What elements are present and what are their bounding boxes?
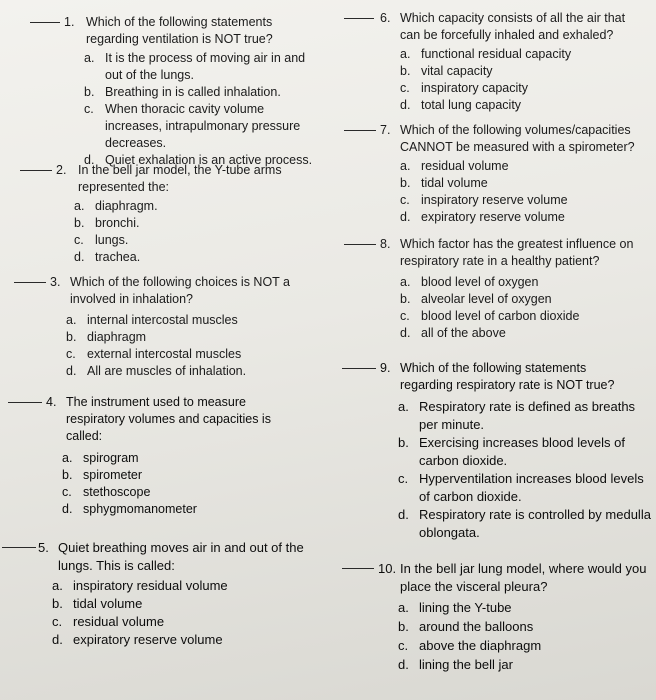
option-d[interactable] <box>398 506 654 542</box>
option-text: residual volume <box>421 159 509 173</box>
option-a[interactable] <box>62 450 312 467</box>
option-letter: b. <box>400 292 411 306</box>
option-letter: c. <box>84 102 94 116</box>
question-number: 4. <box>46 395 57 409</box>
question-stem: Which capacity consists of all the air that can be forcefully inhaled and exhaled? <box>400 11 626 42</box>
answer-blank[interactable] <box>344 244 376 245</box>
option-text: tidal volume <box>73 596 143 611</box>
option-text: When thoracic cavity volume increases, intrapulmonary pressure decreases. <box>105 102 301 150</box>
option-d[interactable] <box>400 97 650 114</box>
option-b[interactable] <box>398 434 654 470</box>
question-number: 10. <box>378 561 397 576</box>
option-letter: c. <box>398 471 409 486</box>
option-letter: d. <box>62 502 73 516</box>
option-letter: b. <box>84 85 95 99</box>
question-stem: Quiet breathing moves air in and out of the lungs. This is called: <box>58 540 304 573</box>
answer-options <box>400 158 654 226</box>
answer-options <box>66 312 316 380</box>
question-number: 6. <box>380 11 391 25</box>
option-letter: b. <box>74 216 85 230</box>
option-letter: a. <box>74 199 85 213</box>
option-letter: d. <box>400 326 411 340</box>
option-b[interactable] <box>74 215 314 232</box>
question-stem: In the bell jar lung model, where would you place the visceral pleura? <box>400 561 647 594</box>
option-letter: a. <box>400 275 411 289</box>
option-letter: a. <box>400 159 411 173</box>
option-text: lining the bell jar <box>419 657 513 672</box>
option-text: all of the above <box>421 326 506 340</box>
option-text: Respiratory rate is defined as breaths per minute. <box>419 399 636 432</box>
option-d[interactable] <box>400 209 654 226</box>
answer-blank[interactable] <box>30 22 60 23</box>
answer-options <box>398 598 654 674</box>
option-b[interactable] <box>400 175 654 192</box>
option-text: trachea. <box>95 250 141 264</box>
option-text: functional residual capacity <box>421 47 572 61</box>
option-text: internal intercostal muscles <box>87 313 238 327</box>
option-c[interactable] <box>62 484 312 501</box>
question-number: 5. <box>38 540 49 555</box>
question-number: 1. <box>64 15 75 29</box>
option-text: lining the Y-tube <box>419 600 512 615</box>
option-c[interactable] <box>400 80 650 97</box>
option-text: inspiratory capacity <box>421 81 528 95</box>
option-letter: a. <box>62 451 73 465</box>
option-text: expiratory reserve volume <box>421 210 565 224</box>
option-b[interactable] <box>62 467 312 484</box>
option-text: Breathing in is called inhalation. <box>105 85 281 99</box>
option-a[interactable] <box>66 312 316 329</box>
option-letter: a. <box>66 313 77 327</box>
question-number: 2. <box>56 163 67 177</box>
option-letter: d. <box>66 364 77 378</box>
option-text: blood level of oxygen <box>421 275 539 289</box>
option-c[interactable] <box>52 613 322 631</box>
answer-blank[interactable] <box>2 547 36 548</box>
option-letter: d. <box>52 632 63 647</box>
option-c[interactable] <box>66 346 316 363</box>
option-a[interactable] <box>398 398 654 434</box>
option-text: spirometer <box>83 468 143 482</box>
option-text: diaphragm <box>87 330 147 344</box>
option-a[interactable] <box>398 598 654 617</box>
option-d[interactable] <box>62 501 312 518</box>
option-text: total lung capacity <box>421 98 522 112</box>
answer-blank[interactable] <box>344 130 376 131</box>
option-letter: d. <box>398 657 409 672</box>
answer-blank[interactable] <box>344 18 374 19</box>
option-a[interactable] <box>74 198 314 215</box>
answer-options <box>74 198 314 266</box>
answer-blank[interactable] <box>342 568 374 569</box>
question-stem: Which of the following statements regarding respiratory rate is NOT true? <box>400 361 615 392</box>
option-text: alveolar level of oxygen <box>421 292 552 306</box>
option-b[interactable] <box>52 595 322 613</box>
option-letter: d. <box>398 507 409 522</box>
option-b[interactable] <box>400 291 654 308</box>
option-c[interactable] <box>400 192 654 209</box>
option-b[interactable] <box>398 617 654 636</box>
option-letter: a. <box>398 600 409 615</box>
option-text: bronchi. <box>95 216 140 230</box>
option-text: lungs. <box>95 233 129 247</box>
question-stem: Which factor has the greatest influence on respiratory rate in a healthy patient? <box>400 237 634 268</box>
option-text: tidal volume <box>421 176 488 190</box>
option-letter: c. <box>400 309 410 323</box>
option-letter: c. <box>62 485 72 499</box>
option-d[interactable] <box>52 631 322 649</box>
option-c[interactable] <box>400 308 654 325</box>
option-letter: d. <box>84 153 95 167</box>
question-number: 7. <box>380 123 391 137</box>
option-letter: b. <box>400 64 411 78</box>
question-stem: Which of the following volumes/capacities CANNOT be measured with a spirometer? <box>400 123 635 154</box>
option-text: spirogram <box>83 451 139 465</box>
option-text: Exercising increases blood levels of carbon dioxide. <box>419 435 625 468</box>
option-text: around the balloons <box>419 619 534 634</box>
option-letter: c. <box>74 233 84 247</box>
option-d[interactable] <box>74 249 314 266</box>
option-text: Hyperventilation increases blood levels of carbon dioxide. <box>419 471 644 504</box>
option-text: Quiet exhalation is an active process. <box>105 153 313 167</box>
question-stem: The instrument used to measure respiratory volumes and capacities is called: <box>66 395 271 443</box>
option-a[interactable] <box>400 46 650 63</box>
answer-options <box>62 450 312 518</box>
option-a[interactable] <box>400 274 654 291</box>
option-letter: b. <box>398 435 409 450</box>
option-letter: c. <box>400 81 410 95</box>
option-letter: c. <box>400 193 410 207</box>
option-letter: b. <box>62 468 73 482</box>
option-letter: d. <box>400 98 411 112</box>
option-c[interactable] <box>398 636 654 655</box>
option-letter: b. <box>52 596 63 611</box>
question-stem: Which of the following choices is NOT a involved in inhalation? <box>70 275 291 306</box>
option-text: stethoscope <box>83 485 151 499</box>
question-number: 3. <box>50 275 61 289</box>
option-b[interactable] <box>66 329 316 346</box>
option-text: above the diaphragm <box>419 638 542 653</box>
question-stem: Which of the following statements regarding ventilation is NOT true? <box>86 15 273 46</box>
option-letter: b. <box>398 619 409 634</box>
option-letter: c. <box>398 638 409 653</box>
option-letter: b. <box>400 176 411 190</box>
option-letter: d. <box>400 210 411 224</box>
option-a[interactable] <box>400 158 654 175</box>
option-letter: a. <box>84 51 95 65</box>
answer-options <box>84 50 320 169</box>
option-text: expiratory reserve volume <box>73 632 223 647</box>
question-number: 9. <box>380 361 391 375</box>
option-letter: c. <box>66 347 76 361</box>
option-c[interactable] <box>74 232 314 249</box>
option-text: inspiratory reserve volume <box>421 193 568 207</box>
option-letter: d. <box>74 250 85 264</box>
option-text: residual volume <box>73 614 165 629</box>
option-a[interactable] <box>52 577 322 595</box>
option-d[interactable] <box>66 363 316 380</box>
option-text: vital capacity <box>421 64 493 78</box>
option-letter: a. <box>52 578 63 593</box>
option-letter: c. <box>52 614 63 629</box>
option-text: sphygmomanometer <box>83 502 197 516</box>
option-text: diaphragm. <box>95 199 158 213</box>
option-d[interactable] <box>398 655 654 674</box>
question-stem: In the bell jar model, the Y-tube arms represented the: <box>78 163 282 194</box>
answer-options <box>398 398 654 542</box>
option-text: Respiratory rate is controlled by medulla oblongata. <box>419 507 651 540</box>
option-b[interactable] <box>84 84 320 101</box>
option-text: inspiratory residual volume <box>73 578 228 593</box>
option-letter: a. <box>398 399 409 414</box>
option-letter: a. <box>400 47 411 61</box>
option-text: All are muscles of inhalation. <box>87 364 247 378</box>
answer-options <box>400 46 650 114</box>
option-text: It is the process of moving air in and out of the lungs. <box>105 51 306 82</box>
answer-blank[interactable] <box>14 282 46 283</box>
answer-blank[interactable] <box>8 402 42 403</box>
option-text: blood level of carbon dioxide <box>421 309 580 323</box>
answer-blank[interactable] <box>20 170 52 171</box>
option-d[interactable] <box>400 325 654 342</box>
question-number: 8. <box>380 237 391 251</box>
option-letter: b. <box>66 330 77 344</box>
option-c[interactable] <box>84 101 320 152</box>
answer-options <box>52 577 322 649</box>
answer-options <box>400 274 654 342</box>
option-b[interactable] <box>400 63 650 80</box>
option-c[interactable] <box>398 470 654 506</box>
option-a[interactable] <box>84 50 320 84</box>
answer-blank[interactable] <box>342 368 376 369</box>
option-text: external intercostal muscles <box>87 347 242 361</box>
